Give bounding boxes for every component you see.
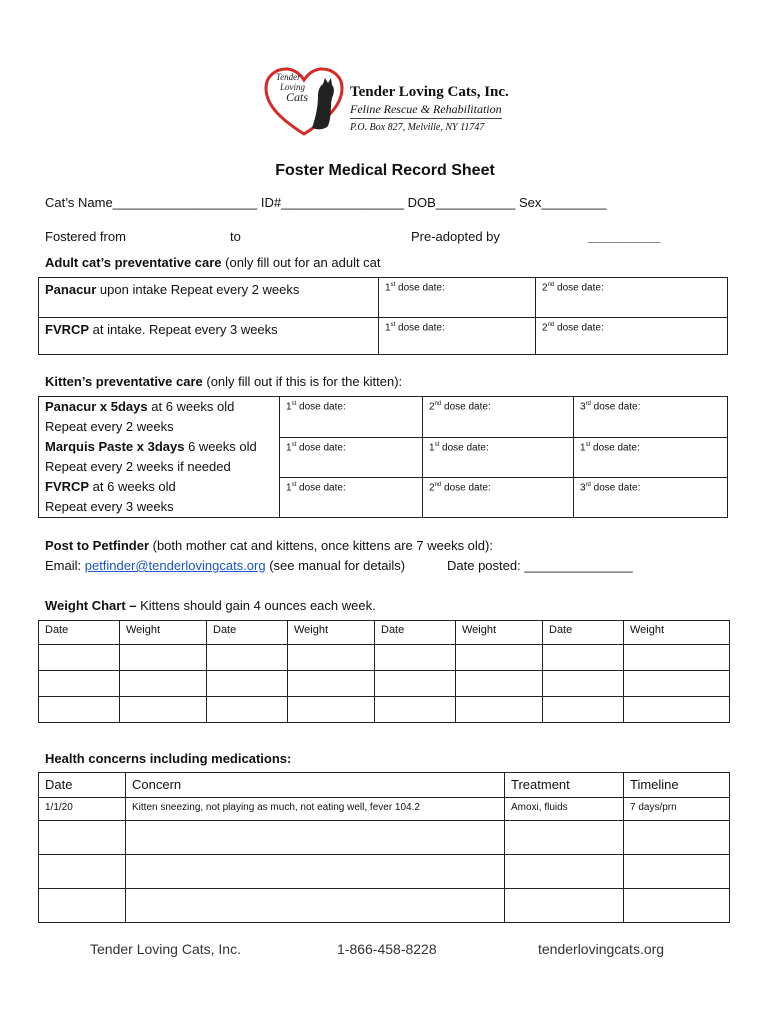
health-timeline: 7 days/prn <box>630 802 677 813</box>
to-label: to <box>230 229 241 244</box>
dose-date-label: 2nd dose date: <box>429 401 491 413</box>
weight-cell[interactable] <box>207 697 288 723</box>
kitten-row-name-bold: FVRCP <box>45 479 90 494</box>
health-row <box>39 855 730 889</box>
adult-row-name-bold: Panacur <box>45 282 97 297</box>
health-col-header: Concern <box>132 777 182 792</box>
logo-org-name: Tender Loving Cats, Inc. <box>350 84 509 100</box>
health-cell[interactable] <box>624 889 730 923</box>
adult-row-name-rest: upon intake Repeat every 2 weeks <box>96 282 300 297</box>
logo-script-line: Tender <box>276 72 301 82</box>
adult-heading-rest: (only fill out for an adult cat <box>221 255 381 270</box>
health-row <box>39 889 730 923</box>
health-date: 1/1/20 <box>45 802 73 813</box>
dose-date-label: 1st dose date: <box>286 401 346 413</box>
weight-cell[interactable] <box>120 671 207 697</box>
kitten-row-repeat: Repeat every 2 weeks if needed <box>45 459 231 474</box>
kitten-heading-rest: (only fill out if this is for the kitten): <box>202 374 403 389</box>
health-cell[interactable] <box>126 798 505 821</box>
adult-heading <box>45 255 381 270</box>
weight-row <box>39 697 730 723</box>
dose-date-label: 3rd dose date: <box>580 401 641 413</box>
kitten-row-repeat: Repeat every 3 weeks <box>45 499 174 514</box>
weight-cell[interactable] <box>288 645 375 671</box>
logo-script-line: Loving <box>280 82 306 92</box>
weight-cell[interactable] <box>120 697 207 723</box>
dose-date-label: 1st dose date: <box>580 441 640 453</box>
weight-cell[interactable] <box>207 645 288 671</box>
dose-date-cell[interactable] <box>280 477 423 518</box>
weight-col-header: Date <box>45 624 69 636</box>
kitten-row-repeat: Repeat every 2 weeks <box>45 419 174 434</box>
weight-cell[interactable] <box>624 645 730 671</box>
health-cell[interactable] <box>505 821 624 855</box>
weight-cell[interactable] <box>624 671 730 697</box>
health-cell[interactable] <box>126 855 505 889</box>
email-label: Email: <box>45 558 85 573</box>
dose-date-label: 1st dose date: <box>385 282 445 294</box>
logo-address: P.O. Box 827, Melville, NY 11747 <box>350 122 485 133</box>
weight-row <box>39 645 730 671</box>
footer-phone: 1-866-458-8228 <box>337 941 437 957</box>
dose-date-cell[interactable] <box>574 397 728 438</box>
health-table <box>38 772 730 923</box>
petfinder-email-line <box>45 558 405 573</box>
petfinder-heading <box>45 538 493 553</box>
weight-cell[interactable] <box>543 671 624 697</box>
dose-date-label: 3rd dose date: <box>580 481 641 493</box>
kitten-heading-bold: Kitten’s preventative care <box>45 374 203 389</box>
kitten-heading <box>45 374 402 389</box>
weight-cell[interactable] <box>375 645 456 671</box>
health-cell[interactable] <box>39 855 126 889</box>
weight-col-header: Date <box>213 624 237 636</box>
dose-date-cell[interactable] <box>423 397 574 438</box>
footer-org: Tender Loving Cats, Inc. <box>90 941 241 957</box>
kitten-row-name-rest: at 6 weeks old <box>147 399 235 414</box>
adult-row-name-bold: FVRCP <box>45 322 90 337</box>
health-cell[interactable] <box>624 821 730 855</box>
health-cell[interactable] <box>505 855 624 889</box>
weight-heading <box>45 598 376 613</box>
health-row <box>39 798 730 821</box>
logo <box>262 66 512 138</box>
health-concern: Kitten sneezing, not playing as much, not eating well, fever 104.2 <box>132 802 420 813</box>
cat-info-line: Cat’s Name____________________ ID#_________________ DOB___________ Sex_________ <box>45 195 607 210</box>
petfinder-heading-rest: (both mother cat and kittens, once kittens are 7 weeks old): <box>149 538 493 553</box>
weight-cell[interactable] <box>39 645 120 671</box>
date-posted-field: Date posted: _______________ <box>447 558 633 573</box>
dose-date-cell[interactable] <box>423 437 574 477</box>
health-col-header: Timeline <box>630 777 679 792</box>
health-cell[interactable] <box>39 889 126 923</box>
weight-cell[interactable] <box>375 671 456 697</box>
weight-cell[interactable] <box>456 697 543 723</box>
adult-heading-bold: Adult cat’s preventative care <box>45 255 222 270</box>
dose-date-label: 2nd dose date: <box>542 322 604 334</box>
weight-col-header: Date <box>381 624 405 636</box>
health-cell[interactable] <box>39 798 126 821</box>
logo-script-line: Cats <box>286 90 309 104</box>
fostered-from-label: Fostered from <box>45 229 126 244</box>
weight-cell[interactable] <box>543 697 624 723</box>
dose-date-label: 1st dose date: <box>429 441 489 453</box>
dose-date-cell[interactable] <box>574 477 728 518</box>
footer-website[interactable]: tenderlovingcats.org <box>538 941 665 957</box>
dose-date-cell[interactable] <box>574 437 728 477</box>
weight-cell[interactable] <box>288 671 375 697</box>
pre-adopted-label: Pre-adopted by <box>411 229 500 244</box>
dose-date-cell[interactable] <box>536 318 728 355</box>
health-cell[interactable] <box>624 798 730 821</box>
health-col-header: Treatment <box>511 777 570 792</box>
health-cell[interactable] <box>505 798 624 821</box>
weight-cell[interactable] <box>456 671 543 697</box>
weight-cell[interactable] <box>624 697 730 723</box>
weight-cell[interactable] <box>120 645 207 671</box>
weight-col-header: Weight <box>126 624 161 636</box>
dose-date-label: 1st dose date: <box>286 441 346 453</box>
weight-chart-table <box>38 620 730 723</box>
weight-col-header: Weight <box>294 624 329 636</box>
dose-date-cell[interactable] <box>379 278 536 318</box>
health-cell[interactable] <box>624 855 730 889</box>
health-cell[interactable] <box>126 889 505 923</box>
dose-date-label: 1st dose date: <box>286 481 346 493</box>
weight-heading-rest: Kittens should gain 4 ounces each week. <box>136 598 376 613</box>
weight-row <box>39 671 730 697</box>
weight-cell[interactable] <box>39 697 120 723</box>
kitten-care-table <box>38 396 728 518</box>
weight-heading-bold: Weight Chart – <box>45 598 137 613</box>
dose-date-cell[interactable] <box>379 318 536 355</box>
kitten-row-name-rest: at 6 weeks old <box>89 479 176 494</box>
dose-date-cell[interactable] <box>536 278 728 318</box>
health-heading: Health concerns including medications: <box>45 751 292 766</box>
petfinder-heading-bold: Post to Petfinder <box>45 538 150 553</box>
health-cell[interactable] <box>126 821 505 855</box>
kitten-row-name-rest: 6 weeks old <box>184 439 257 454</box>
health-col-header: Date <box>45 777 73 792</box>
weight-cell[interactable] <box>207 671 288 697</box>
dose-date-cell[interactable] <box>423 477 574 518</box>
pre-adopted-blank: __________ <box>588 229 661 244</box>
logo-tagline: Feline Rescue & Rehabilitation <box>350 102 502 119</box>
health-treatment: Amoxi, fluids <box>511 802 568 813</box>
adult-row-name-rest: at intake. Repeat every 3 weeks <box>89 322 278 337</box>
dose-date-label: 2nd dose date: <box>429 481 491 493</box>
adult-care-table <box>38 277 728 355</box>
weight-cell[interactable] <box>39 671 120 697</box>
kitten-row-name-bold: Marquis Paste x 3days <box>45 439 185 454</box>
weight-cell[interactable] <box>456 645 543 671</box>
kitten-row-name-bold: Panacur x 5days <box>45 399 148 414</box>
health-cell[interactable] <box>39 821 126 855</box>
dose-date-label: 2nd dose date: <box>542 282 604 294</box>
weight-col-header: Weight <box>630 624 665 636</box>
dose-date-cell[interactable] <box>280 397 423 438</box>
weight-col-header: Weight <box>462 624 497 636</box>
health-row <box>39 821 730 855</box>
health-cell[interactable] <box>505 889 624 923</box>
page-title: Foster Medical Record Sheet <box>275 162 495 179</box>
dose-date-label: 1st dose date: <box>385 322 445 334</box>
dose-date-cell[interactable] <box>280 437 423 477</box>
weight-col-header: Date <box>549 624 573 636</box>
email-note: (see manual for details) <box>265 558 406 573</box>
petfinder-email-link[interactable]: petfinder@tenderlovingcats.org <box>84 558 266 573</box>
weight-cell[interactable] <box>543 645 624 671</box>
weight-cell[interactable] <box>288 697 375 723</box>
weight-cell[interactable] <box>375 697 456 723</box>
